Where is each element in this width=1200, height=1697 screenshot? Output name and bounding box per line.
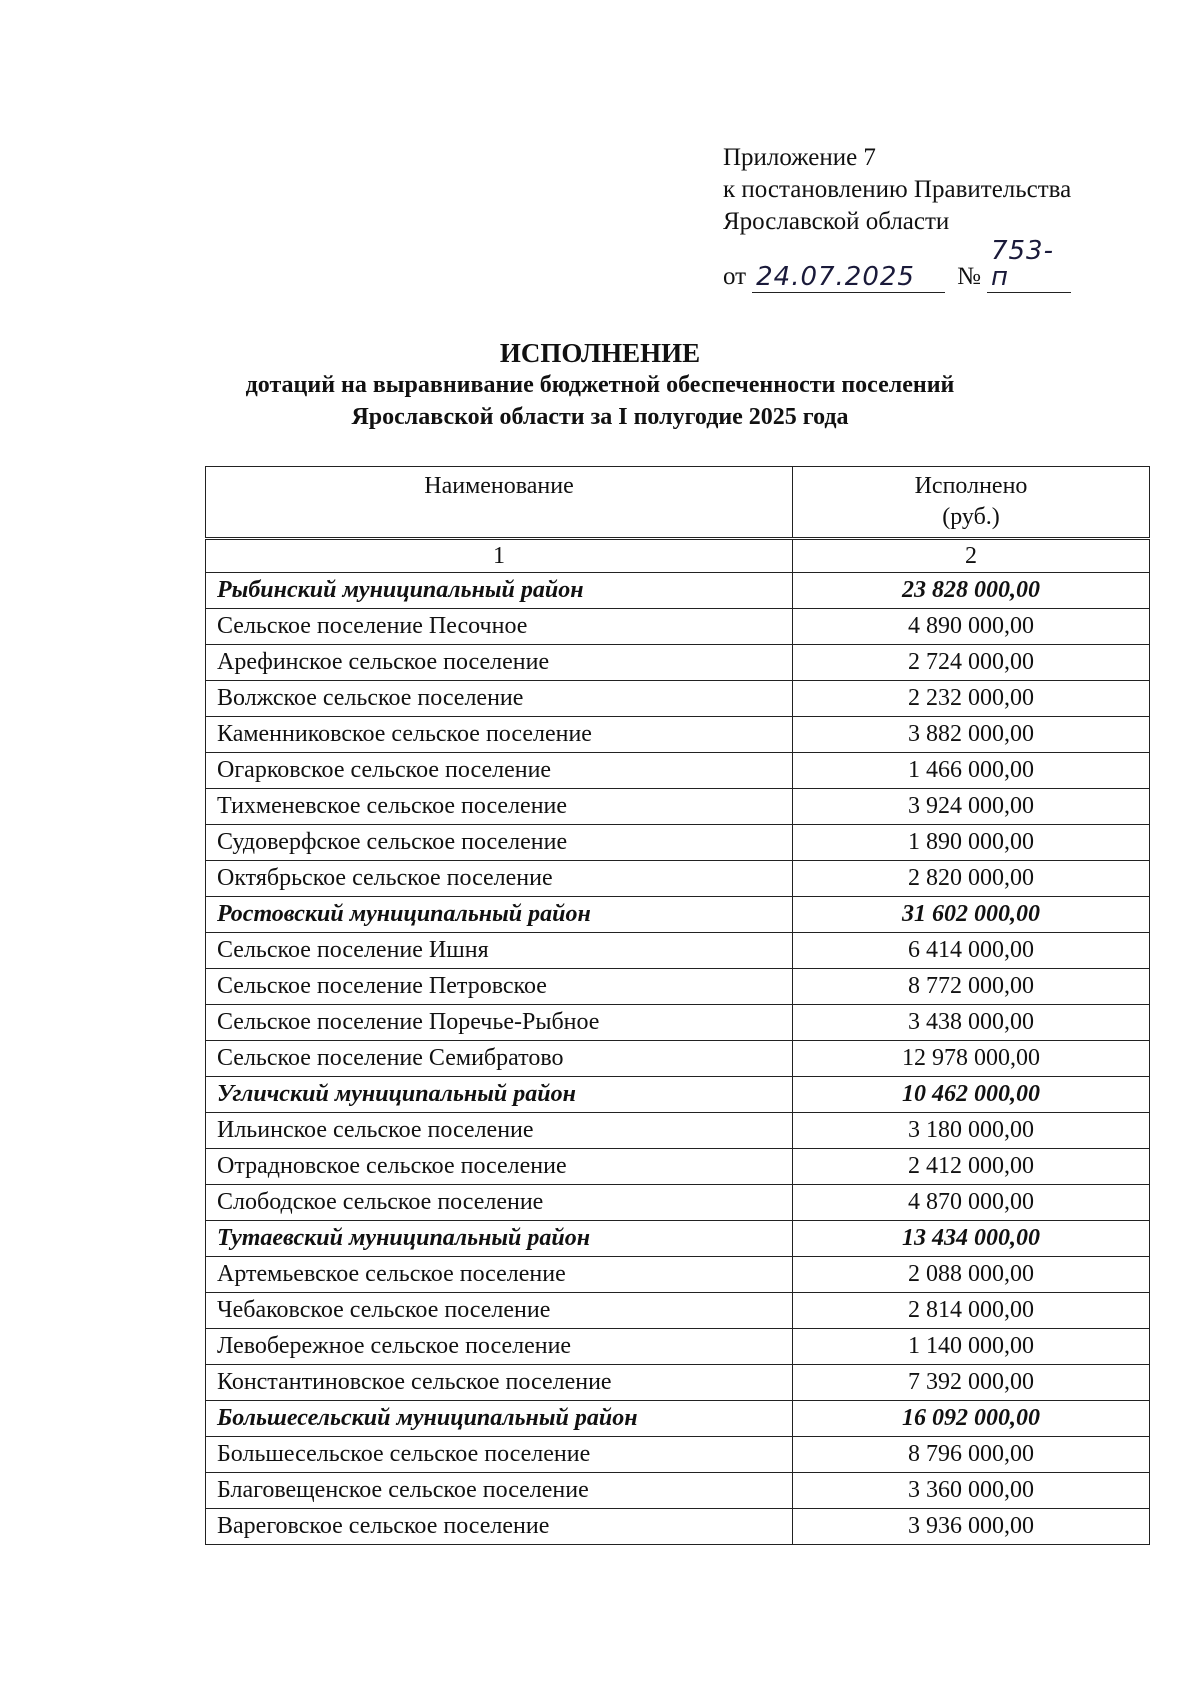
row-name: Октябрьское сельское поселение: [206, 861, 793, 897]
column-number-2: 2: [793, 539, 1150, 573]
settlement-row: [206, 1437, 1150, 1473]
row-amount: 1 140 000,00: [793, 1329, 1150, 1365]
header-executed: Исполнено (руб.): [793, 467, 1150, 539]
row-name: Чебаковское сельское поселение: [206, 1293, 793, 1329]
row-name: Сельское поселение Петровское: [206, 969, 793, 1005]
row-amount: 1 890 000,00: [793, 825, 1150, 861]
row-amount: 8 772 000,00: [793, 969, 1150, 1005]
header-name: Наименование: [206, 467, 793, 539]
row-name: Сельское поселение Песочное: [206, 609, 793, 645]
row-amount: 10 462 000,00: [793, 1077, 1150, 1113]
settlement-row: [206, 933, 1150, 969]
column-number-1: 1: [206, 539, 793, 573]
row-name: Артемьевское сельское поселение: [206, 1257, 793, 1293]
row-amount: 6 414 000,00: [793, 933, 1150, 969]
settlement-row: [206, 969, 1150, 1005]
row-amount: 16 092 000,00: [793, 1401, 1150, 1437]
settlement-row: [206, 1257, 1150, 1293]
settlement-row: [206, 1509, 1150, 1545]
row-name: Сельское поселение Поречье-Рыбное: [206, 1005, 793, 1041]
row-name: Константиновское сельское поселение: [206, 1365, 793, 1401]
handwritten-number: 753-п: [987, 238, 1071, 293]
row-amount: 3 360 000,00: [793, 1473, 1150, 1509]
settlement-row: [206, 717, 1150, 753]
handwritten-date: 24.07.2025: [752, 264, 945, 293]
row-amount: 23 828 000,00: [793, 573, 1150, 609]
row-name: Волжское сельское поселение: [206, 681, 793, 717]
settlement-row: [206, 1329, 1150, 1365]
row-name: Левобережное сельское поселение: [206, 1329, 793, 1365]
row-name: Каменниковское сельское поселение: [206, 717, 793, 753]
settlement-row: [206, 789, 1150, 825]
row-amount: 1 466 000,00: [793, 753, 1150, 789]
row-amount: 3 882 000,00: [793, 717, 1150, 753]
settlement-row: [206, 1185, 1150, 1221]
column-number-row: [206, 539, 1150, 573]
row-amount: 2 724 000,00: [793, 645, 1150, 681]
district-row: [206, 573, 1150, 609]
settlement-row: [206, 1473, 1150, 1509]
settlement-row: [206, 1113, 1150, 1149]
row-name: Судоверфское сельское поселение: [206, 825, 793, 861]
appendix-date-number: [723, 238, 1071, 293]
settlement-row: [206, 1041, 1150, 1077]
settlement-row: [206, 609, 1150, 645]
district-row: [206, 1401, 1150, 1437]
row-amount: 3 924 000,00: [793, 789, 1150, 825]
row-amount: 4 890 000,00: [793, 609, 1150, 645]
settlement-row: [206, 1365, 1150, 1401]
row-name: Ильинское сельское поселение: [206, 1113, 793, 1149]
settlement-row: [206, 1005, 1150, 1041]
row-name: Тихменевское сельское поселение: [206, 789, 793, 825]
settlement-row: [206, 1293, 1150, 1329]
row-amount: 2 088 000,00: [793, 1257, 1150, 1293]
row-amount: 2 814 000,00: [793, 1293, 1150, 1329]
appendix-reference: к постановлению Правительства: [723, 176, 1072, 203]
settlement-row: [206, 753, 1150, 789]
appendix-title: Приложение 7: [723, 144, 876, 171]
settlement-row: [206, 861, 1150, 897]
row-name: Арефинское сельское поселение: [206, 645, 793, 681]
row-name: Благовещенское сельское поселение: [206, 1473, 793, 1509]
date-prefix: от: [723, 263, 747, 290]
row-amount: 3 438 000,00: [793, 1005, 1150, 1041]
title-main: ИСПОЛНЕНИЕ: [499, 338, 701, 368]
district-row: [206, 1077, 1150, 1113]
row-amount: 31 602 000,00: [793, 897, 1150, 933]
settlement-row: [206, 825, 1150, 861]
row-name: Сельское поселение Ишня: [206, 933, 793, 969]
district-row: [206, 1221, 1150, 1257]
row-amount: 3 180 000,00: [793, 1113, 1150, 1149]
settlement-row: [206, 681, 1150, 717]
row-name: Сельское поселение Семибратово: [206, 1041, 793, 1077]
row-name: Ростовский муниципальный район: [206, 897, 793, 933]
row-amount: 8 796 000,00: [793, 1437, 1150, 1473]
row-name: Большесельское сельское поселение: [206, 1437, 793, 1473]
document-title: [0, 338, 1200, 433]
settlement-row: [206, 645, 1150, 681]
row-name: Слободское сельское поселение: [206, 1185, 793, 1221]
row-amount: 4 870 000,00: [793, 1185, 1150, 1221]
title-subtitle-1: дотаций на выравнивание бюджетной обеспеченности поселений: [245, 372, 955, 398]
row-name: Отрадновское сельское поселение: [206, 1149, 793, 1185]
row-name: Угличский муниципальный район: [206, 1077, 793, 1113]
row-name: Тутаевский муниципальный район: [206, 1221, 793, 1257]
row-name: Рыбинский муниципальный район: [206, 573, 793, 609]
row-amount: 2 232 000,00: [793, 681, 1150, 717]
table-header-row: [206, 467, 1150, 539]
appendix-region: Ярославской области: [723, 208, 950, 235]
row-name: Огарковское сельское поселение: [206, 753, 793, 789]
row-name: Вареговское сельское поселение: [206, 1509, 793, 1545]
row-amount: 3 936 000,00: [793, 1509, 1150, 1545]
table-body: [206, 539, 1150, 1545]
row-amount: 12 978 000,00: [793, 1041, 1150, 1077]
row-amount: 2 820 000,00: [793, 861, 1150, 897]
number-prefix: №: [957, 263, 981, 290]
row-amount: 13 434 000,00: [793, 1221, 1150, 1257]
title-subtitle-2: Ярославской области за I полугодие 2025 года: [351, 404, 849, 430]
district-row: [206, 897, 1150, 933]
execution-table: [205, 466, 1150, 1545]
row-amount: 7 392 000,00: [793, 1365, 1150, 1401]
appendix-block: [723, 142, 1071, 293]
row-amount: 2 412 000,00: [793, 1149, 1150, 1185]
settlement-row: [206, 1149, 1150, 1185]
row-name: Большесельский муниципальный район: [206, 1401, 793, 1437]
